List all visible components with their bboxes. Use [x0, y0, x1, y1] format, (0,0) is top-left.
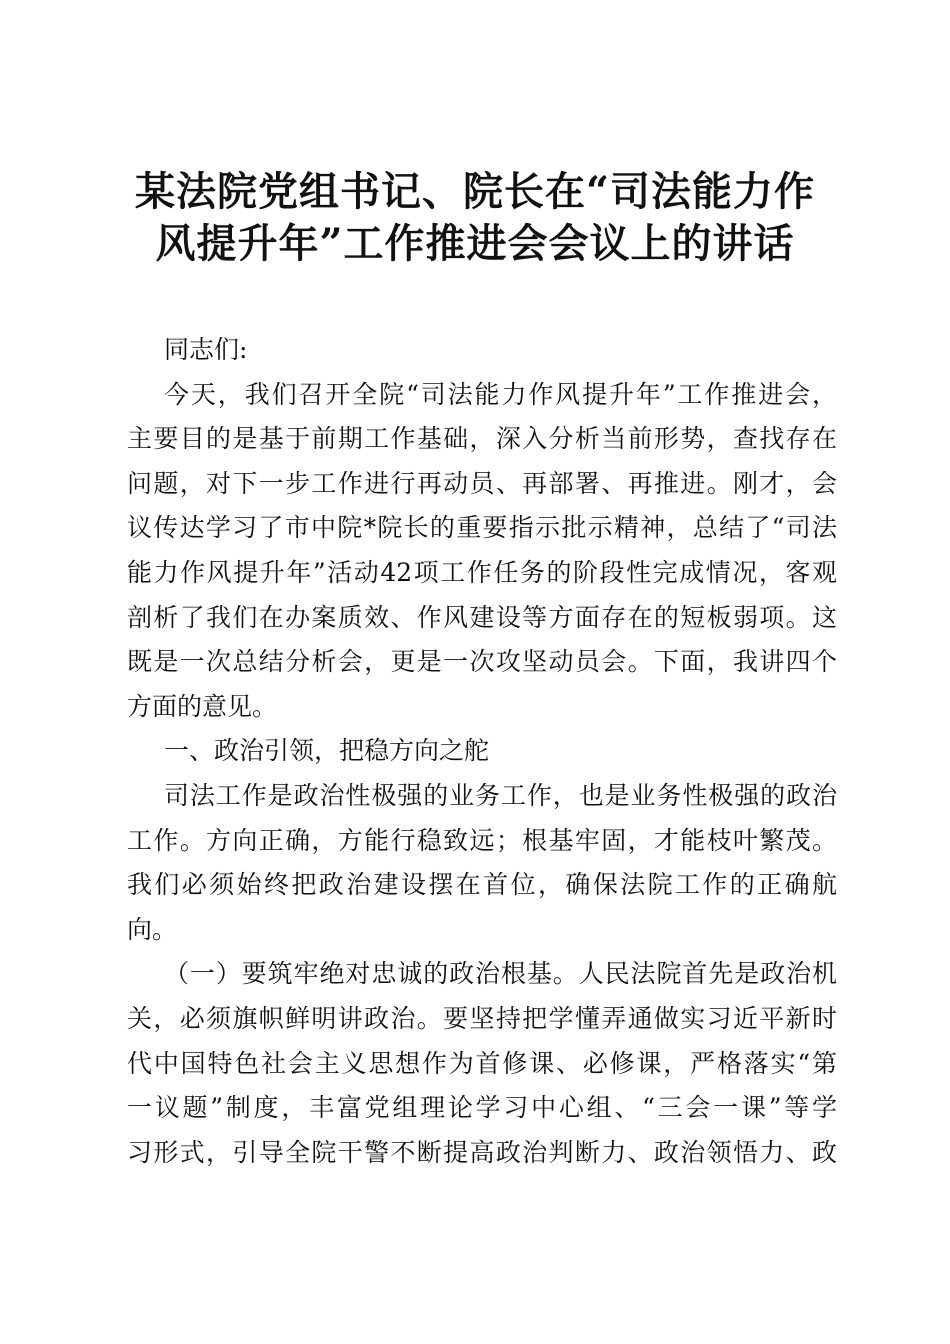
title-line: 风提升年”工作推进会会议上的讲话 — [155, 220, 795, 267]
paragraph — [127, 729, 837, 774]
text-line: 代中国特色社会主义思想作为首修课、必修课，严格落实“第 — [127, 1048, 837, 1078]
paragraph — [127, 774, 837, 952]
text-line: 能力作风提升年”活动42项工作任务的阶段性完成情况，客观 — [127, 557, 837, 587]
paragraph — [127, 952, 837, 1175]
text-line: 一议题”制度，丰富党组理论学习中心组、“三会一课”等学 — [127, 1093, 837, 1123]
text-line: 向。 — [127, 914, 178, 944]
document-title — [0, 166, 950, 270]
text-line: （一）要筑牢绝对忠诚的政治根基。人民法院首先是政治机 — [164, 959, 837, 989]
text-line: 司法工作是政治性极强的业务工作，也是业务性极强的政治 — [164, 780, 837, 810]
text-line: 关，必须旗帜鲜明讲政治。要坚持把学懂弄通做实习近平新时 — [127, 1003, 837, 1033]
text-line: 今天，我们召开全院“司法能力作风提升年”工作推进会， — [164, 379, 837, 409]
paragraph — [127, 328, 837, 373]
title-line: 某法院党组书记、院长在“司法能力作 — [134, 168, 815, 215]
document-body — [127, 328, 837, 1175]
text-line: 同志们: — [164, 335, 248, 364]
paragraph — [127, 373, 837, 730]
text-line: 工作。方向正确，方能行稳致远；根基牢固，才能枝叶繁茂。 — [127, 825, 837, 855]
text-line: 主要目的是基于前期工作基础，深入分析当前形势，查找存在 — [127, 424, 837, 454]
text-line: 方面的意见。 — [127, 691, 278, 721]
text-line: 剖析了我们在办案质效、作风建设等方面存在的短板弱项。这 — [127, 602, 837, 632]
text-line: 一、政治引领，把稳方向之舵 — [164, 736, 490, 766]
text-line: 我们必须始终把政治建设摆在首位，确保法院工作的正确航 — [127, 870, 837, 900]
text-line: 问题，对下一步工作进行再动员、再部署、再推进。刚才，会 — [127, 468, 837, 498]
text-line: 习形式，引导全院干警不断提高政治判断力、政治领悟力、政 — [127, 1137, 837, 1167]
text-line: 议传达学习了市中院*院长的重要指示批示精神，总结了“司法 — [127, 513, 837, 543]
text-line: 既是一次总结分析会，更是一次攻坚动员会。下面，我讲四个 — [127, 647, 837, 677]
